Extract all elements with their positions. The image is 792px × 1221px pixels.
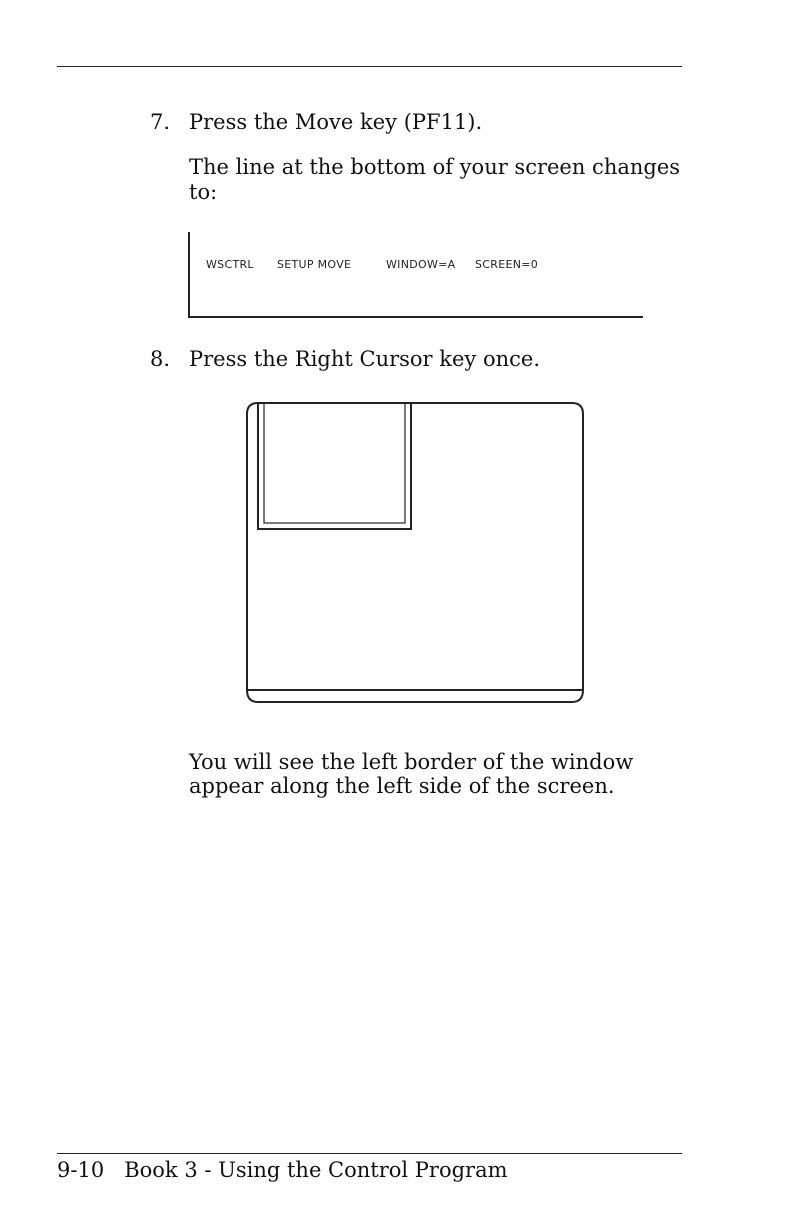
status-line-illustration	[188, 232, 643, 318]
header-rule	[57, 66, 682, 67]
step-8-instruction: Press the Right Cursor key once.	[189, 347, 540, 371]
window-frame-outer	[258, 403, 411, 529]
step-7-number: 7.	[150, 110, 171, 134]
screen-outline	[247, 403, 583, 702]
status-window: WINDOW=A	[386, 258, 456, 271]
step-7-paragraph-line-1: The line at the bottom of your screen changes	[189, 155, 681, 179]
status-setup-move: SETUP MOVE	[277, 258, 352, 271]
step-8-number: 8.	[150, 347, 171, 371]
result-line-1: You will see the left border of the window	[189, 750, 634, 774]
window-frame-inner	[264, 403, 405, 523]
status-screen: SCREEN=0	[475, 258, 539, 271]
step-7-paragraph-line-2: to:	[189, 180, 218, 204]
screen-diagram	[246, 402, 584, 704]
footer-rule	[57, 1153, 682, 1154]
status-wsctrl: WSCTRL	[206, 258, 254, 271]
result-line-2: appear along the left side of the screen.	[189, 774, 615, 798]
step-7-instruction: Press the Move key (PF11).	[189, 110, 483, 134]
footer-title: Book 3 - Using the Control Program	[124, 1158, 508, 1182]
footer-page-number: 9-10	[57, 1158, 105, 1182]
page-footer	[57, 1158, 508, 1182]
screen-window-illustration	[246, 402, 584, 704]
